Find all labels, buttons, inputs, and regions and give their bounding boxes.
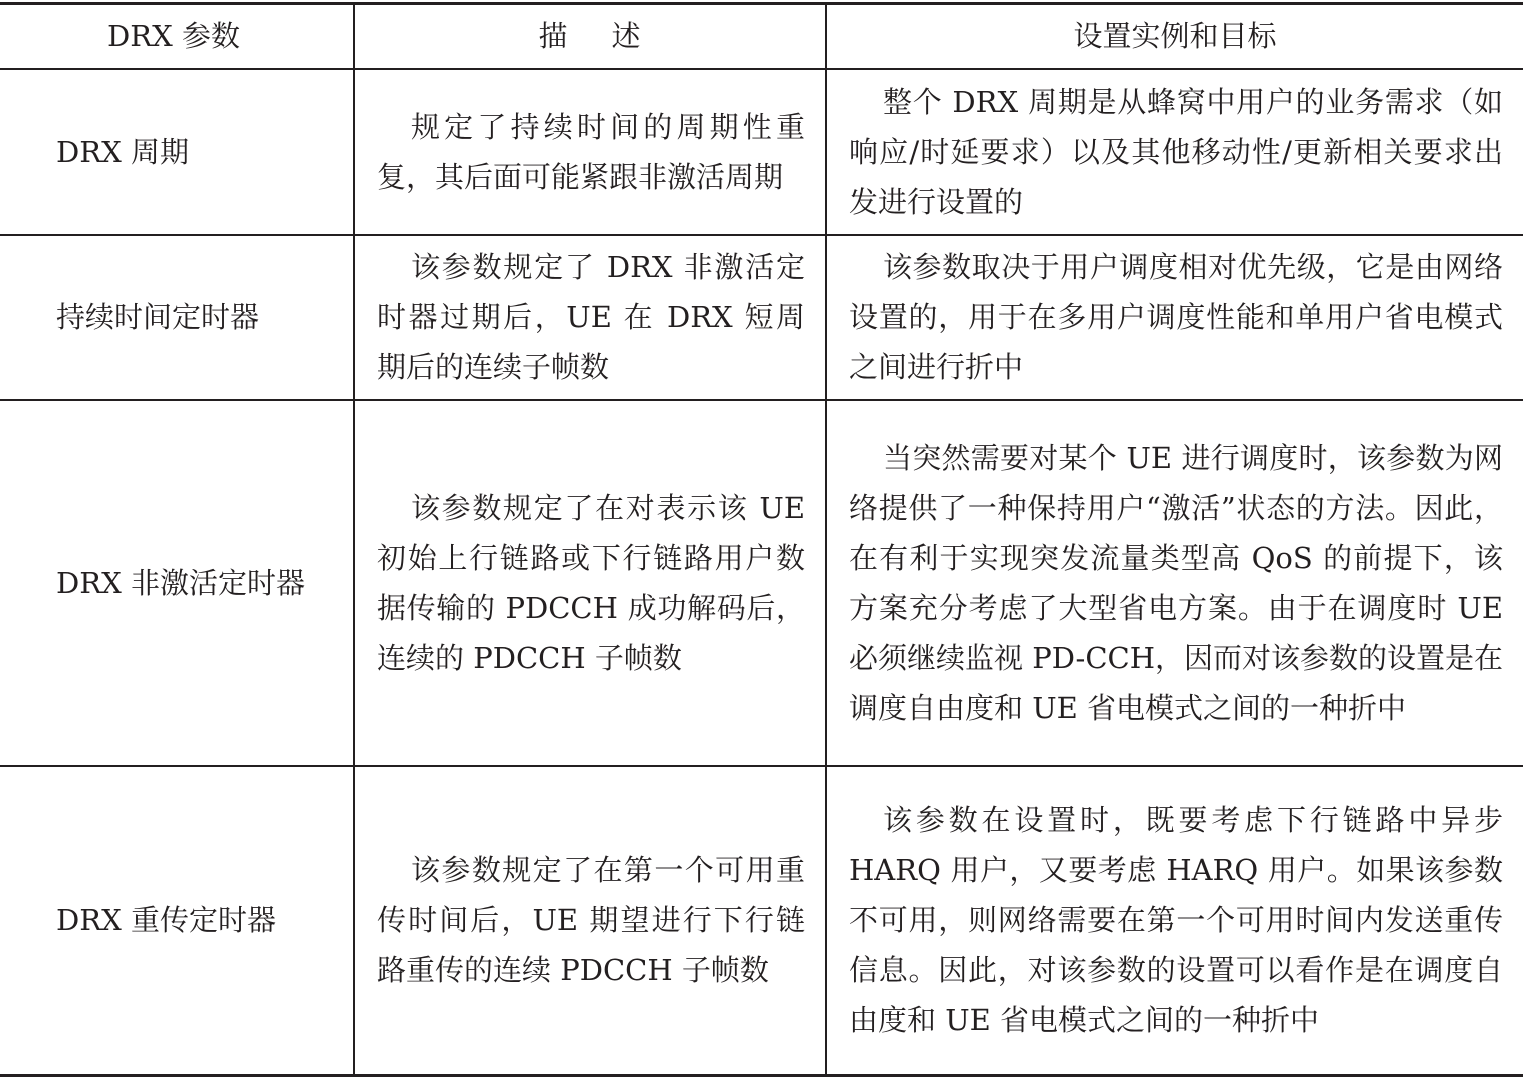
- drx-parameter-table: [0, 2, 1523, 1077]
- table-row: [0, 69, 1523, 235]
- target-cell: 该参数在设置时，既要考虑下行链路中异步 HARQ 用户，又要考虑 HARQ 用户。如果该参数不可用，则网络需要在第一个可用时间内发送重传信息。因此，对该参数的设置可以看作是在调度自由度和 UE 省电模式之间的一种折中: [826, 766, 1523, 1076]
- table-row: [0, 766, 1523, 1076]
- desc-cell: 规定了持续时间的周期性重复，其后面可能紧跟非激活周期: [354, 69, 826, 235]
- desc-cell: 该参数规定了 DRX 非激活定时器过期后，UE 在 DRX 短周期后的连续子帧数: [354, 235, 826, 400]
- header-target: 设置实例和目标: [826, 4, 1523, 69]
- table-row: [0, 235, 1523, 400]
- table-row: [0, 400, 1523, 766]
- desc-cell: 该参数规定了在第一个可用重传时间后，UE 期望进行下行链路重传的连续 PDCCH 子帧数: [354, 766, 826, 1076]
- table-header-row: [0, 4, 1523, 69]
- desc-cell: 该参数规定了在对表示该 UE 初始上行链路或下行链路用户数据传输的 PDCCH 成功解码后，连续的 PDCCH 子帧数: [354, 400, 826, 766]
- target-cell: 该参数取决于用户调度相对优先级，它是由网络设置的，用于在多用户调度性能和单用户省电模式之间进行折中: [826, 235, 1523, 400]
- param-cell: DRX 非激活定时器: [0, 400, 354, 766]
- target-cell: 当突然需要对某个 UE 进行调度时，该参数为网络提供了一种保持用户“激活”状态的方法。因此，在有利于实现突发流量类型高 QoS 的前提下，该方案充分考虑了大型省电方案。由于在调度时 UE 必须继续监视 PD-CCH，因而对该参数的设置是在调度自由度和 UE 省电模式之间的一种折中: [826, 400, 1523, 766]
- header-desc: 描述: [354, 4, 826, 69]
- param-cell: 持续时间定时器: [0, 235, 354, 400]
- param-cell: DRX 周期: [0, 69, 354, 235]
- target-cell: 整个 DRX 周期是从蜂窝中用户的业务需求（如响应/时延要求）以及其他移动性/更新相关要求出发进行设置的: [826, 69, 1523, 235]
- header-param: DRX 参数: [0, 4, 354, 69]
- param-cell: DRX 重传定时器: [0, 766, 354, 1076]
